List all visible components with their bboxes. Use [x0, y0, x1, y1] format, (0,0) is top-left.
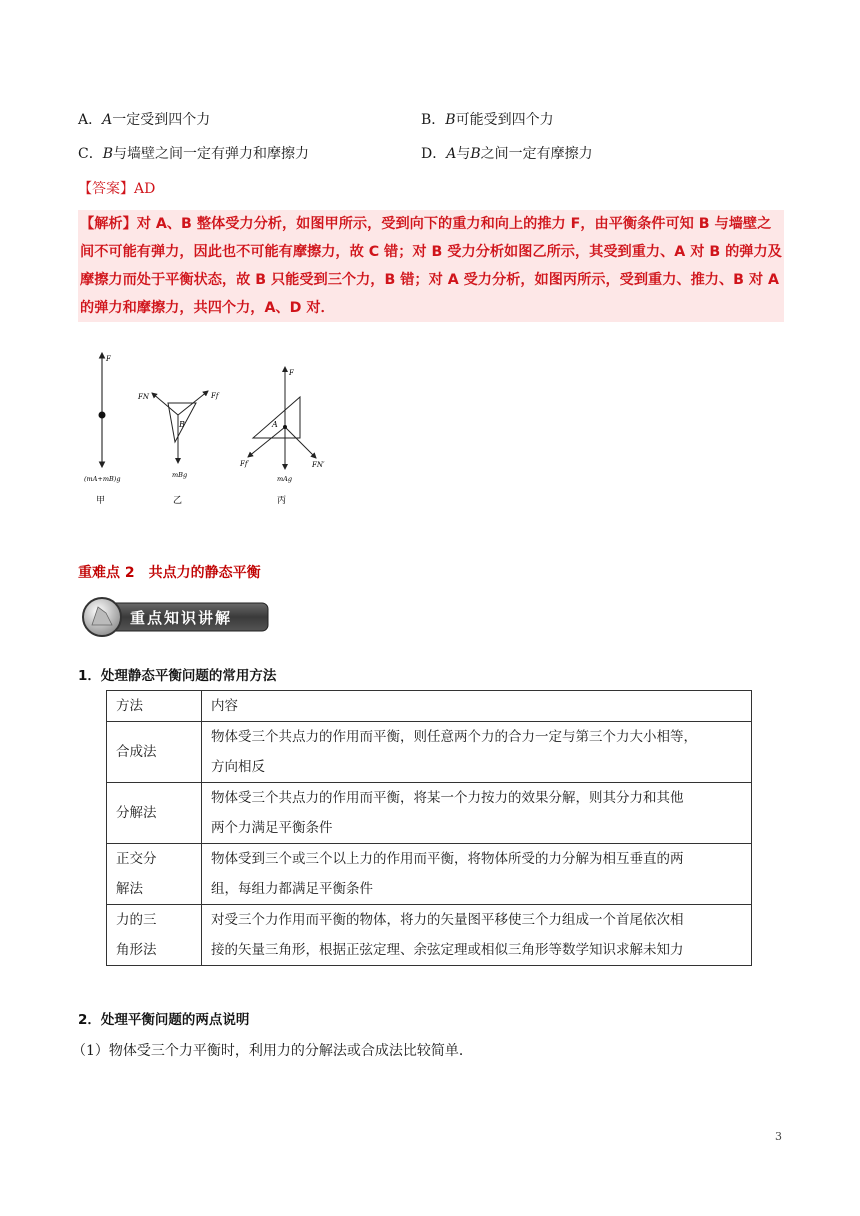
yi-ff-label: Ff: [211, 392, 219, 400]
table-cell-content: 物体受三个共点力的作用而平衡，则任意两个力的合力一定与第三个力大小相等， 方向相反: [202, 722, 752, 783]
table-header-row: [107, 691, 752, 722]
methods-table: [106, 690, 752, 966]
bing-force-label: F: [289, 369, 294, 377]
bing-ff-label: Ff′: [240, 460, 250, 468]
table-cell-content: 对受三个力作用而平衡的物体，将力的矢量图平移使三个力组成一个首尾依次相 接的矢量三角形，根据正弦定理、余弦定理或相似三角形等数学知识求解未知力: [202, 905, 752, 966]
yi-point-label: B: [179, 420, 185, 429]
table-row: [107, 783, 752, 844]
knowledge-banner: [82, 595, 272, 639]
jia-caption: 甲: [96, 496, 106, 506]
yi-weight-label: mBg: [172, 471, 188, 479]
option-c: C．B与墙壁之间一定有弹力和摩擦力: [78, 146, 310, 162]
analysis-block: [78, 210, 784, 322]
table-row: [107, 722, 752, 783]
diagram-bing: [239, 367, 325, 506]
table-header-content: 内容: [202, 691, 752, 722]
table-cell-content: 物体受到三个或三个以上力的作用而平衡，将物体所受的力分解为相互垂直的两 组，每组力都满足平衡条件: [202, 844, 752, 905]
jia-body-point: [99, 412, 106, 419]
bing-point-label: A: [272, 420, 278, 429]
bing-body-point: [283, 425, 287, 429]
bing-ff-arrow: [248, 427, 285, 457]
note-1: （1）物体受三个力平衡时，利用力的分解法或合成法比较简单．: [72, 1043, 473, 1059]
diagram-jia: [84, 353, 120, 506]
option-a: A．A一定受到四个力: [78, 112, 211, 128]
bing-weight-label: mAg: [277, 475, 293, 483]
table-cell-method: 力的三 角形法: [107, 905, 202, 966]
bing-caption: 丙: [277, 496, 287, 506]
section-title: 重难点 2 共点力的静态平衡: [78, 565, 261, 581]
heading-methods: 1．处理静态平衡问题的常用方法: [78, 668, 277, 684]
table-row: [107, 844, 752, 905]
table-cell-method: 分解法: [107, 783, 202, 844]
yi-fn-arrow: [152, 393, 178, 415]
page-number: 3: [775, 1130, 782, 1143]
option-d: D．A与B之间一定有摩擦力: [421, 146, 593, 162]
jia-force-label: F: [106, 355, 111, 363]
analysis-text: 对 A、B 整体受力分析，如图甲所示，受到向下的重力和向上的推力 F，由平衡条件可知 B 与墙壁之间不可能有弹力，因此也不可能有摩擦力，故 C 错；对 B 受力分析如图乙所示，其受到重力、A 对 B 的弹力及摩擦力而处于平衡状态，故 B 只能受到三个力，B 错；对 A 受力分析，如图丙所示，受到重力、推力、B 对 A 的弹力和摩擦力，共四个力，A、D 对．: [80, 216, 782, 316]
yi-caption: 乙: [173, 496, 183, 506]
analysis-label: 【解析】: [80, 216, 137, 232]
banner-text: 重点知识讲解: [130, 609, 233, 627]
bing-fn-label: FN′: [312, 461, 325, 469]
force-diagrams: [78, 345, 338, 510]
table-row: [107, 905, 752, 966]
jia-weight-label: (mA+mB)g: [84, 475, 121, 483]
table-cell-method: 合成法: [107, 722, 202, 783]
yi-fn-label: FN: [138, 393, 149, 401]
answer-line: 【答案】AD: [78, 181, 156, 197]
heading-notes: 2．处理平衡问题的两点说明: [78, 1012, 250, 1028]
table-cell-content: 物体受三个共点力的作用而平衡，将某一个力按力的效果分解，则其分力和其他 两个力满足平衡条件: [202, 783, 752, 844]
table-header-method: 方法: [107, 691, 202, 722]
table-cell-method: 正交分 解法: [107, 844, 202, 905]
diagram-yi: [137, 391, 220, 506]
bing-triangle-block: [253, 397, 300, 438]
option-b: B．B可能受到四个力: [421, 112, 554, 128]
